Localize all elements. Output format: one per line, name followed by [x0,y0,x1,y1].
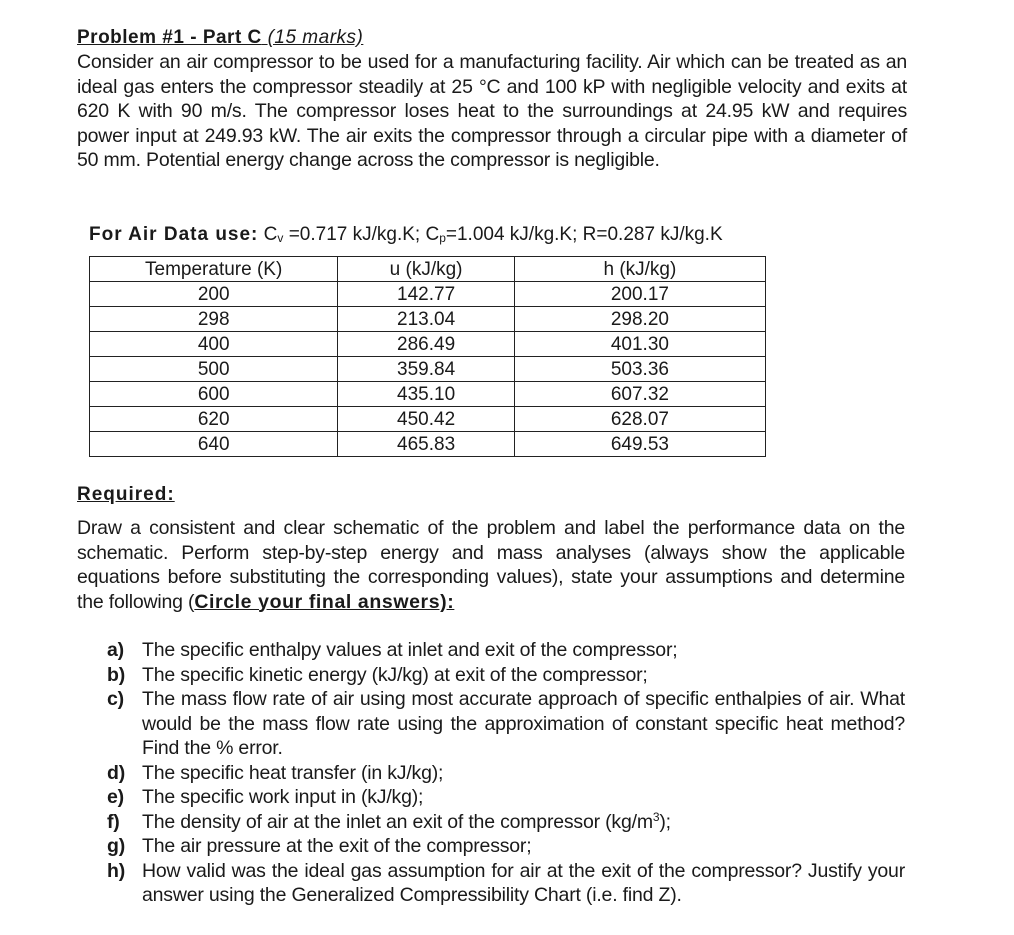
air-data-line [89,224,723,249]
item-letter: c) [107,688,124,710]
item-letter: f) [107,810,120,833]
cp-value: $C_p=1.004$ kJ/kg.K; [425,224,578,245]
cell-h: 200.17 [514,282,765,307]
header-temperature: Temperature (K) [90,257,338,282]
cell-temperature: 298 [90,307,338,332]
problem-page [77,26,907,906]
cell-h: 298.20 [514,307,765,332]
required-heading: Required: [77,484,175,505]
table-row [90,432,766,457]
table-header-row [90,257,766,282]
required-paragraph: Draw a consistent and clear schematic of the problem and label the performance data on the schematic. Perform step-by-step energy and mass analyses (always show the applicable equations before substituting the corresponding values), state your assumptions and determine the following (Circle your final answers): [77,517,905,613]
item-letter: d) [107,761,126,784]
cell-temperature: 640 [90,432,338,457]
list-item: g) The air pressure at the exit of the compressor; [107,835,532,857]
cell-temperature: 620 [90,407,338,432]
cell-u: 435.10 [338,382,514,407]
cv-value: $C_v =0.717$ kJ/kg.K; [263,224,421,245]
cell-h: 401.30 [514,332,765,357]
air-properties-table [89,256,766,457]
cell-temperature: 500 [90,357,338,382]
question-list [107,638,905,908]
table-row [90,382,766,407]
table-row [90,357,766,382]
air-data-label: For Air Data use: [89,224,259,245]
cell-u: 213.04 [338,307,514,332]
cell-u: 450.42 [338,407,514,432]
cell-h: 607.32 [514,382,765,407]
list-item: e) The specific work input in (kJ/kg); [107,786,424,808]
problem-title: Problem #1 - Part C (15 marks) [77,27,364,48]
cell-u: 286.49 [338,332,514,357]
item-letter: h) [107,859,126,882]
cell-u: 142.77 [338,282,514,307]
list-item: h) How valid was the ideal gas assumption for air at the exit of the compressor? Justify your answer using the Generalized Compressibility Chart (i.e. find Z). [107,859,905,906]
cell-h: 649.53 [514,432,765,457]
header-u: u (kJ/kg) [338,257,514,282]
cell-u: 465.83 [338,432,514,457]
cell-temperature: 400 [90,332,338,357]
list-item: d) The specific heat transfer (in kJ/kg); [107,761,444,784]
cell-h: 628.07 [514,407,765,432]
table-row [90,407,766,432]
problem-statement: Consider an air compressor to be used for a manufacturing facility. Air which can be treated as an ideal gas enters the compressor steadily at 25 °C and 100 kP with negligible velocity and exits at 620 K with 90 m/s. The compressor loses heat to the surroundings at 24.95 kW and requires power input at 249.93 kW. The air exits the compressor through a circular pipe with a diameter of 50 mm. Potential energy change across the compressor is negligible. [77,51,907,171]
table-row [90,282,766,307]
list-item: a) The specific enthalpy values at inlet and exit of the compressor; [107,639,678,661]
table-row [90,332,766,357]
item-letter: a) [107,639,124,661]
table-row [90,307,766,332]
cell-temperature: 200 [90,282,338,307]
item-letter: e) [107,786,124,808]
list-item: b) The specific kinetic energy (kJ/kg) at exit of the compressor; [107,663,648,686]
list-item: f) The density of air at the inlet an exit of the compressor $(kg/m^3)$; [107,809,671,833]
list-item: c) The mass flow rate of air using most accurate approach of specific enthalpies of air. What would be the mass flow rate using the approximation of constant specific heat method? Find the % error. [107,688,905,759]
r-value: R=0.287 kJ/kg.K [582,224,723,245]
item-letter: g) [107,835,126,857]
item-letter: b) [107,663,126,686]
cell-h: 503.36 [514,357,765,382]
circle-answers-note: Circle your final answers): [194,590,455,613]
cell-u: 359.84 [338,357,514,382]
marks-label: (15 marks) [267,27,364,48]
header-h: h (kJ/kg) [514,257,765,282]
cell-temperature: 600 [90,382,338,407]
